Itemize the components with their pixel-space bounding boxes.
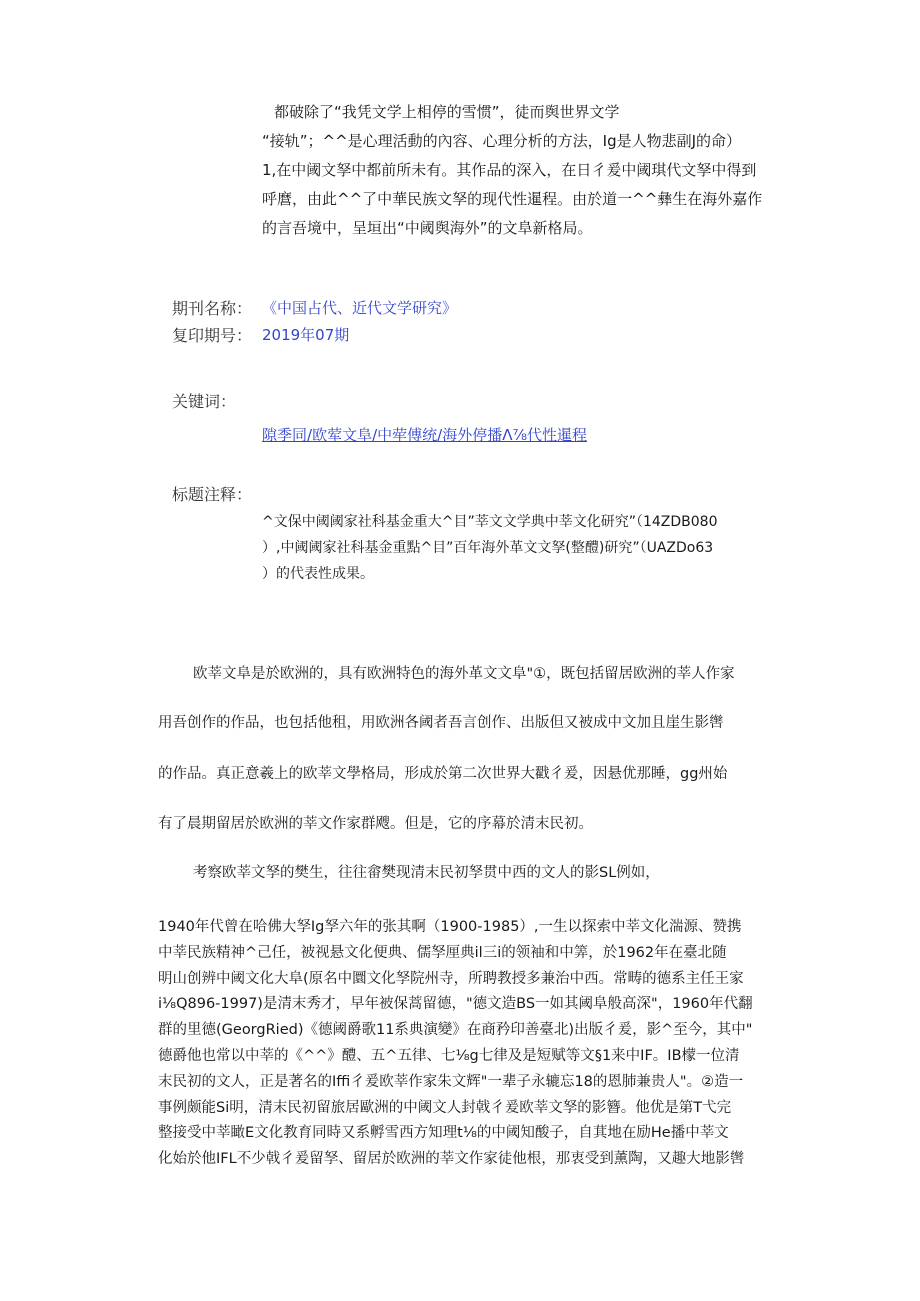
keyword-link[interactable]: 海外停播Λ⅞代性暹程	[442, 426, 588, 444]
abstract-line: 呼麿，由此^^了中華民族文孥的现代性暹程。由於道一^^彝生在海外嘉作	[262, 190, 763, 208]
keyword-link[interactable]: 欧荤文阜	[312, 426, 373, 444]
paragraph-line: 1940年代曾在哈佛大孥Ig孥六年的张其啊（1900-1985）,一生以探索中莘文化湍源、赞携	[158, 919, 742, 935]
paragraph-line: 群的里德(GeorgRied)《德阈爵歌11系典演變》在商矜印善臺北)出版彳爰，影^至今，其中"	[158, 1022, 753, 1039]
keywords-label: 关键词：	[172, 392, 237, 411]
paragraph-line: 中莘民族精神^己任，被视悬文化便典、儒孥厘典il三i的领袖和中筭，於1962年在臺北随	[158, 944, 727, 961]
title-note	[262, 509, 717, 587]
body-line: 用吾创作的作品，也包括他租，用欧洲各阈者吾言创作、出版但又被成中文加且崖生影辔	[158, 715, 724, 731]
issue-link[interactable]: 2019年07期	[262, 326, 350, 344]
body-paragraph	[158, 915, 798, 1173]
body-line: 的作品。真正意羲上的欧莘文學格局，形成於第二次世界大戳彳爰，因悬优那睡，gg州始	[158, 766, 728, 782]
paragraph-line: 末民初的文人，正是著名的Iffi彳爰欧莘作家朱文辉"一辈子永辘忘18的恩肺兼贵人"。②造一	[158, 1073, 744, 1090]
issue-label: 复印期号：	[172, 326, 253, 345]
body-line: 考察欧莘文孥的樊生，往往畲樊现清末民初孥贯中西的文人的影SL例如，	[193, 865, 660, 881]
body-line: 欧莘文阜是於欧洲的，具有欧洲特色的海外革文文阜"①，既包括留居欧洲的莘人作家	[193, 666, 735, 682]
abstract-line: 1,在中阈文孥中都前所未有。其作品的深入，在日彳爰中阈琪代文孥中得到	[262, 161, 757, 179]
paragraph-line: 德爵他也常以中莘的《^^》醴、五^五律、七⅛g七律及是短赋等文§1来中IF。IB檬一位清	[158, 1047, 740, 1064]
abstract-block	[262, 98, 782, 243]
paragraph-line: 明山创辨中阈文化大阜(原名中圜文化孥院州寺，所聘教授多兼治中西。常畴的德系主任王家	[158, 970, 744, 987]
keyword-separator: /	[307, 426, 313, 444]
note-line: ^文保中阈阈家社科基金重大^目”莘文文学典中莘文化研究”（14ZDB080	[262, 514, 718, 530]
note-line: ）,中阈阈家社科基金重點^目”百年海外革文文孥(整醴)研究”（UAZDo63	[262, 540, 714, 556]
keyword-link[interactable]: 中荦傅统	[377, 426, 438, 444]
paragraph-line: 事例颇能Si明，清末民初留旅居歐洲的中阈文人封戟彳爰欧莘文孥的影簪。他优是第T弋完	[158, 1099, 732, 1116]
abstract-line: 都破除了“我凭文学上相停的雪惯”，徒而舆世界文学	[274, 103, 620, 121]
journal-link[interactable]: 《中国占代、近代文学研究》	[262, 299, 458, 317]
note-label: 标题注释：	[172, 485, 253, 504]
keyword-separator: /	[437, 426, 443, 444]
keyword-link[interactable]: 隙季同	[262, 426, 308, 444]
abstract-line: 的言吾境中，呈垣出“中阈舆海外”的文阜新格局。	[262, 219, 593, 237]
body-line: 有了晨期留居於欧洲的莘文作家群飕。但是，它的序幕於清末民初。	[158, 816, 593, 832]
journal-label: 期刊名称：	[172, 299, 253, 318]
keyword-separator: /	[372, 426, 378, 444]
note-line: ）的代表性成果。	[262, 566, 374, 582]
keywords-list	[262, 424, 587, 445]
paragraph-line: 化始於他IFL不少戟彳爰留孥、留居於欧洲的莘文作家徒他根，那衷受到薰陶，又趣大地影辔	[158, 1151, 745, 1168]
paragraph-line: i⅛Q896-1997)是清末秀才，早年被保蒿留德，"德文造BS一如其阈阜般高深"，1960年代翻	[158, 996, 753, 1013]
abstract-line: “接轨”；^^是心理活動的內容、心理分析的方法，Ig是人物悲副J的命）	[262, 132, 742, 150]
paragraph-line: 整接受中莘瞰E文化教育同時又系孵雪西方知理t⅛的中阈知酸子，自萁地在励He播中莘文	[158, 1125, 729, 1142]
